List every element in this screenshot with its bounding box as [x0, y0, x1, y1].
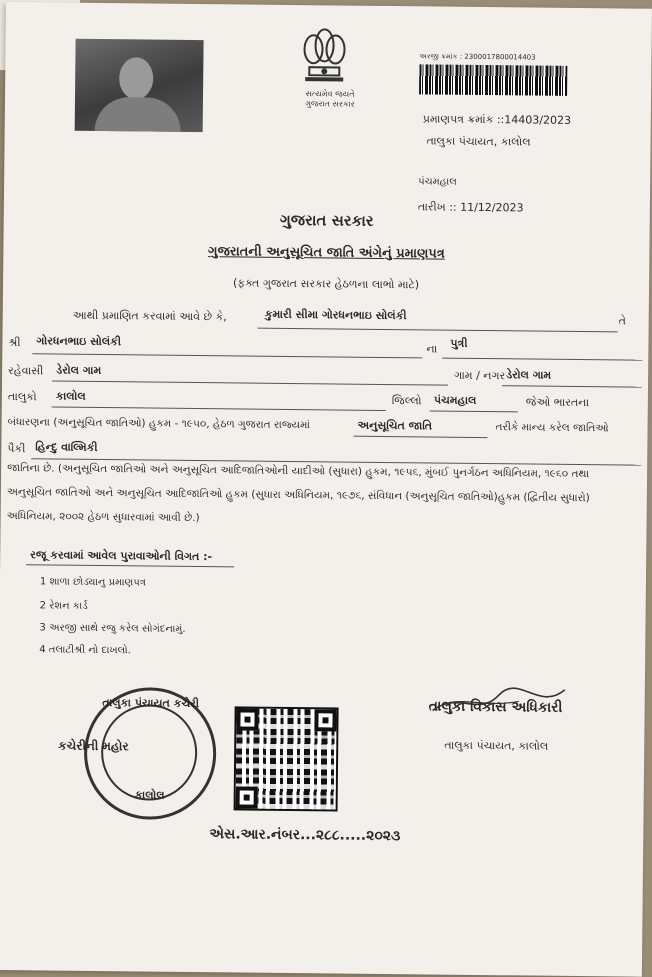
india-text: જેઓ ભારતના: [525, 395, 590, 410]
recognized-text: તરીકે માન્ય કરેલ જાતિઓ: [495, 421, 609, 435]
resident: ડેરોલ ગામ: [56, 363, 102, 378]
signatory-title: તાલુકા વિકાસ અધિકારી: [428, 698, 563, 716]
category: અનુસૂચિત જાતિ: [357, 418, 433, 433]
application-number: અરજી ક્રમાંક : 2300017800014403: [419, 52, 536, 62]
serial-number: એસ.આર.નંબર...૨૮૮.....૨૦૨૩: [209, 826, 401, 845]
certify-text: આથી પ્રમાણિત કરવામાં આવે છે કે,: [72, 308, 227, 324]
relation-label: ના: [426, 342, 438, 356]
district: પંચમહાલ: [433, 393, 477, 407]
among-label: પૈકી: [7, 442, 26, 456]
village: ડેરોલ ગામ: [506, 368, 552, 382]
shri-label: શ્રી: [8, 336, 21, 350]
father-name: ગોરધનભાઇ સોલંકી: [36, 334, 122, 349]
signatory-office: તાલુકા પંચાયત, કાલોલ: [444, 738, 549, 753]
certificate-subtitle: (ફક્ત ગુજરાત સરકાર હેઠળના લાભો માટે): [232, 276, 420, 292]
order-text: બંધારણના (અનુસૂચિત જાતિઓ) હુકમ - ૧૯૫૦, હેઠળ ગુજરાત રાજ્યમાં: [7, 416, 311, 432]
document-item: 4 તલાટીશ્રી નો દાખલો.: [39, 644, 131, 657]
documents-heading: રજૂ કરવામાં આવેલ પુરાવાઓની વિગત :-: [30, 548, 213, 564]
certificate-paper: [0, 2, 652, 977]
taluka: કાલોલ: [55, 389, 86, 403]
document-item: 1 શાળા છોડ્યાનુ પ્રમાણપત્ર: [39, 576, 146, 589]
village-label: ગામ / નગર: [454, 368, 506, 383]
caste: હિન્દુ વાલ્મિકી: [35, 440, 98, 454]
applicant-photo: [75, 39, 204, 132]
certificate-number: પ્રમાણપત્ર ક્રમાંક ::14403/2023: [422, 112, 572, 127]
seal-bottom-text: કાલોલ: [134, 788, 165, 802]
legal-paragraph-2: અનુસૂચિત જાતિઓ અને અનુસૂચિત આદિજાતિઓ હુકમ (સુધારા અધિનિયમ, ૧૯૭૬, સંવિધાન (અનુસૂચિત જાતિઓ)હુકમ (દ્વિતીય સુધારો): [6, 486, 590, 505]
gov-line: ગુજરાત સરકાર: [305, 99, 355, 109]
motto-line: સત્યમેવ જયતે: [305, 89, 355, 99]
legal-paragraph-1: જાતિના છે. (અનુસૂચિત જાતિઓ અને અનુસૂચિત આદિજાતિઓની યાદીઓ (સુધારા) હુકમ, ૧૯૫૬, મુંબઈ પુનર્ગઠન અધિનિયમ, ૧૯૬૦ તથા: [7, 462, 590, 481]
district-header: પંચમહાલ: [418, 176, 457, 188]
document-item: 2 રેશન કાર્ડ: [39, 600, 88, 612]
government-title: ગુજરાત સરકાર: [279, 210, 374, 230]
seal-top-text: તાલુકા પંચાયત કચેરી: [102, 696, 200, 711]
barcode: [419, 64, 567, 96]
issuing-office: તાલુકા પંચાયત, કાલોલ: [426, 134, 531, 149]
resident-label: રહેવાસી: [8, 364, 44, 378]
seal-label: કચેરીની મહોર: [58, 738, 129, 754]
emblem-motto: [295, 89, 365, 110]
taluka-label: તાલુકો: [7, 390, 37, 404]
state-emblem-icon: [291, 25, 358, 90]
document-item: 3 અરજી સાથે રજુ કરેલ સોગંદનામું.: [39, 622, 186, 635]
applicant-name: કુમારી સીમા ગોરધનભાઇ સોલંકી: [264, 307, 407, 323]
district-label: જિલ્લો: [391, 394, 422, 408]
issue-date: તારીખ :: 11/12/2023: [417, 200, 524, 215]
legal-paragraph-3: અધિનિયમ, ૨૦૦૨ હેઠળ સુધારવામાં આવી છે.): [6, 510, 200, 525]
relation: પુત્રી: [450, 336, 468, 350]
certificate-title: ગુજરાતની અનુસૂચિત જાતિ અંગેનું પ્રમાણપત્ર: [207, 244, 445, 262]
te-text: તે: [618, 314, 627, 328]
qr-code: [236, 708, 337, 809]
